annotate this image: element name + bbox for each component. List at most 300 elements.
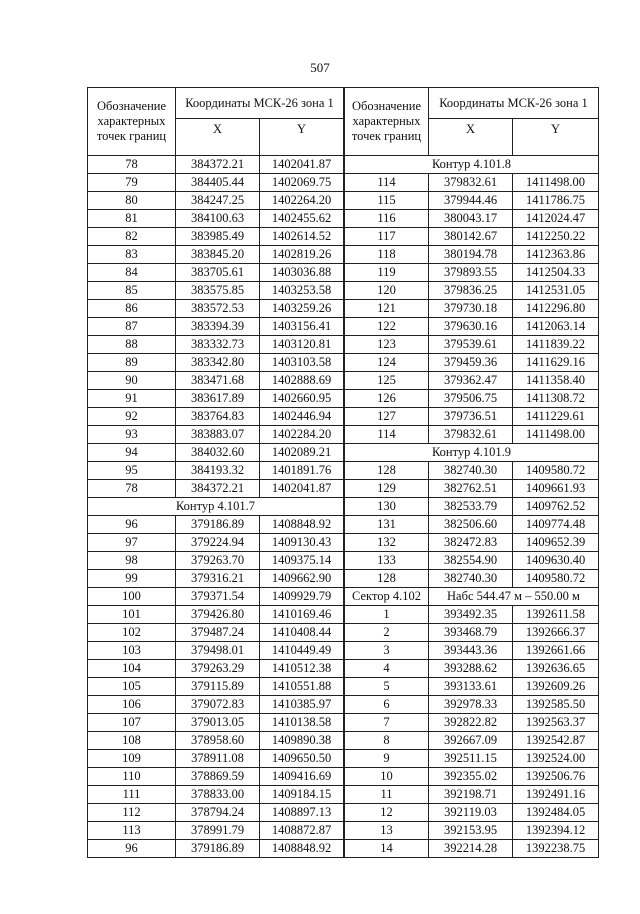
page-number: 507	[310, 60, 330, 75]
x-coordinate-cell: 383985.49	[176, 228, 260, 246]
header-x: X	[429, 119, 513, 156]
y-coordinate-cell: 1392563.37	[513, 714, 599, 732]
point-id-cell: 89	[88, 354, 176, 372]
table-row	[345, 408, 599, 426]
y-coordinate-cell: 1411839.22	[513, 336, 599, 354]
y-coordinate-cell: 1402069.75	[260, 174, 344, 192]
y-coordinate-cell: 1409890.38	[260, 732, 344, 750]
y-coordinate-cell: 1409375.14	[260, 552, 344, 570]
table-row	[345, 624, 599, 642]
x-coordinate-cell: 379630.16	[429, 318, 513, 336]
table-row	[345, 516, 599, 534]
point-id-cell: 96	[88, 516, 176, 534]
table-row	[88, 534, 344, 552]
y-coordinate-cell: 1409774.48	[513, 516, 599, 534]
point-id-cell: 97	[88, 534, 176, 552]
header-y: Y	[260, 119, 344, 156]
x-coordinate-cell: 378794.24	[176, 804, 260, 822]
x-coordinate-cell: 384372.21	[176, 156, 260, 174]
y-coordinate-cell: 1410512.38	[260, 660, 344, 678]
point-id-cell: 101	[88, 606, 176, 624]
table-row	[345, 336, 599, 354]
point-id-cell: 85	[88, 282, 176, 300]
table-row	[345, 426, 599, 444]
point-id-cell: 132	[345, 534, 429, 552]
point-id-cell: 109	[88, 750, 176, 768]
x-coordinate-cell: 393133.61	[429, 678, 513, 696]
point-id-cell: 13	[345, 822, 429, 840]
table-row	[345, 534, 599, 552]
table-row	[345, 786, 599, 804]
y-coordinate-cell: 1402614.52	[260, 228, 344, 246]
y-coordinate-cell: 1411358.40	[513, 372, 599, 390]
x-coordinate-cell: 379730.18	[429, 300, 513, 318]
point-id-cell: 11	[345, 786, 429, 804]
x-coordinate-cell: 382533.79	[429, 498, 513, 516]
y-coordinate-cell: 1392542.87	[513, 732, 599, 750]
table-row	[345, 498, 599, 516]
point-id-cell: 4	[345, 660, 429, 678]
table-row	[345, 606, 599, 624]
x-coordinate-cell: 383394.39	[176, 318, 260, 336]
x-coordinate-cell: 383471.68	[176, 372, 260, 390]
y-coordinate-cell: 1401891.76	[260, 462, 344, 480]
table-row	[88, 624, 344, 642]
y-coordinate-cell: 1409630.40	[513, 552, 599, 570]
x-coordinate-cell: 382762.51	[429, 480, 513, 498]
x-coordinate-cell: 378958.60	[176, 732, 260, 750]
y-coordinate-cell: 1409661.93	[513, 480, 599, 498]
x-coordinate-cell: 392119.03	[429, 804, 513, 822]
x-coordinate-cell: 380142.67	[429, 228, 513, 246]
x-coordinate-cell: 392214.28	[429, 840, 513, 858]
y-coordinate-cell: 1403103.58	[260, 354, 344, 372]
point-id-cell: 120	[345, 282, 429, 300]
table-row	[88, 678, 344, 696]
point-id-cell: 7	[345, 714, 429, 732]
table-row	[88, 588, 344, 606]
y-coordinate-cell: 1392506.76	[513, 768, 599, 786]
y-coordinate-cell: 1403253.58	[260, 282, 344, 300]
point-id-cell: 90	[88, 372, 176, 390]
y-coordinate-cell: 1410385.97	[260, 696, 344, 714]
y-coordinate-cell: 1392585.50	[513, 696, 599, 714]
x-coordinate-cell: 378911.08	[176, 750, 260, 768]
point-id-cell: 82	[88, 228, 176, 246]
y-coordinate-cell: 1411498.00	[513, 426, 599, 444]
section-title: Контур 4.101.9	[345, 444, 599, 462]
table-row	[88, 786, 344, 804]
point-id-cell: 3	[345, 642, 429, 660]
x-coordinate-cell: 379013.05	[176, 714, 260, 732]
x-coordinate-cell: 392355.02	[429, 768, 513, 786]
table-row	[345, 372, 599, 390]
y-coordinate-cell: 1411229.61	[513, 408, 599, 426]
table-row	[88, 408, 344, 426]
table-row	[345, 300, 599, 318]
point-id-cell: 1	[345, 606, 429, 624]
table-row	[88, 282, 344, 300]
y-coordinate-cell: 1412024.47	[513, 210, 599, 228]
x-coordinate-cell: 382740.30	[429, 570, 513, 588]
point-id-cell: 128	[345, 462, 429, 480]
table-row	[345, 678, 599, 696]
y-coordinate-cell: 1408848.92	[260, 840, 344, 858]
table-row	[88, 732, 344, 750]
table-row	[88, 642, 344, 660]
y-coordinate-cell: 1410551.88	[260, 678, 344, 696]
point-id-cell: 114	[345, 426, 429, 444]
x-coordinate-cell: 392511.15	[429, 750, 513, 768]
table-body-right	[345, 156, 599, 858]
x-coordinate-cell: 379944.46	[429, 192, 513, 210]
point-id-cell: 93	[88, 426, 176, 444]
y-coordinate-cell: 1392636.65	[513, 660, 599, 678]
header-x: X	[176, 119, 260, 156]
y-coordinate-cell: 1403156.41	[260, 318, 344, 336]
y-coordinate-cell: 1403120.81	[260, 336, 344, 354]
point-id-cell: 124	[345, 354, 429, 372]
table-row	[88, 444, 344, 462]
x-coordinate-cell: 384193.32	[176, 462, 260, 480]
section-title: Контур 4.101.7	[88, 498, 344, 516]
point-id-cell: 117	[345, 228, 429, 246]
table-body-left	[88, 156, 344, 858]
point-id-cell: 5	[345, 678, 429, 696]
table-row	[88, 822, 344, 840]
y-coordinate-cell: 1402660.95	[260, 390, 344, 408]
table-row	[345, 192, 599, 210]
table-row	[88, 462, 344, 480]
point-id-cell: 125	[345, 372, 429, 390]
table-row	[345, 732, 599, 750]
table-row	[345, 552, 599, 570]
y-coordinate-cell: 1411498.00	[513, 174, 599, 192]
y-coordinate-cell: 1409662.90	[260, 570, 344, 588]
y-coordinate-cell: 1409580.72	[513, 462, 599, 480]
table-row	[88, 228, 344, 246]
x-coordinate-cell: 379426.80	[176, 606, 260, 624]
x-coordinate-cell: 379072.83	[176, 696, 260, 714]
point-id-cell: 128	[345, 570, 429, 588]
x-coordinate-cell: 383575.85	[176, 282, 260, 300]
y-coordinate-cell: 1411629.16	[513, 354, 599, 372]
x-coordinate-cell: 379371.54	[176, 588, 260, 606]
x-coordinate-cell: 383572.53	[176, 300, 260, 318]
y-coordinate-cell: 1409416.69	[260, 768, 344, 786]
header-y: Y	[513, 119, 599, 156]
x-coordinate-cell: 384100.63	[176, 210, 260, 228]
point-id-cell: 8	[345, 732, 429, 750]
y-coordinate-cell: 1392491.16	[513, 786, 599, 804]
table-row	[345, 354, 599, 372]
x-coordinate-cell: 393468.79	[429, 624, 513, 642]
x-coordinate-cell: 379832.61	[429, 426, 513, 444]
point-id-cell: 86	[88, 300, 176, 318]
point-id-cell: 92	[88, 408, 176, 426]
y-coordinate-cell: 1410449.49	[260, 642, 344, 660]
table-row	[88, 804, 344, 822]
point-id-cell: 116	[345, 210, 429, 228]
x-coordinate-cell: 392822.82	[429, 714, 513, 732]
point-id-cell: 79	[88, 174, 176, 192]
table-row	[345, 480, 599, 498]
table-row	[88, 354, 344, 372]
point-id-cell: 81	[88, 210, 176, 228]
x-coordinate-cell: 393492.35	[429, 606, 513, 624]
point-id-cell: 80	[88, 192, 176, 210]
x-coordinate-cell: 384032.60	[176, 444, 260, 462]
x-coordinate-cell: 378991.79	[176, 822, 260, 840]
point-id-cell: 113	[88, 822, 176, 840]
y-coordinate-cell: 1409652.39	[513, 534, 599, 552]
table-row	[88, 264, 344, 282]
point-id-cell: 107	[88, 714, 176, 732]
x-coordinate-cell: 392978.33	[429, 696, 513, 714]
header-point-designation: Обозначение характерных точек границ	[88, 88, 176, 156]
section-row	[345, 444, 599, 462]
table-row	[88, 606, 344, 624]
x-coordinate-cell: 384405.44	[176, 174, 260, 192]
table-row	[345, 228, 599, 246]
table-row	[88, 696, 344, 714]
y-coordinate-cell: 1392238.75	[513, 840, 599, 858]
y-coordinate-cell: 1412363.86	[513, 246, 599, 264]
y-coordinate-cell: 1402041.87	[260, 480, 344, 498]
x-coordinate-cell: 379539.61	[429, 336, 513, 354]
y-coordinate-cell: 1392609.26	[513, 678, 599, 696]
y-coordinate-cell: 1412531.05	[513, 282, 599, 300]
table-row	[345, 822, 599, 840]
table-row	[345, 570, 599, 588]
table-row	[345, 840, 599, 858]
point-id-cell: 118	[345, 246, 429, 264]
y-coordinate-cell: 1410408.44	[260, 624, 344, 642]
point-id-cell: 100	[88, 588, 176, 606]
table-row	[88, 372, 344, 390]
point-id-cell: 130	[345, 498, 429, 516]
point-id-cell: 87	[88, 318, 176, 336]
x-coordinate-cell: 378833.00	[176, 786, 260, 804]
x-coordinate-cell: 380194.78	[429, 246, 513, 264]
point-id-cell: 2	[345, 624, 429, 642]
y-coordinate-cell: 1412250.22	[513, 228, 599, 246]
x-coordinate-cell: 383764.83	[176, 408, 260, 426]
x-coordinate-cell: 379115.89	[176, 678, 260, 696]
table-row	[88, 390, 344, 408]
point-id-cell: 104	[88, 660, 176, 678]
y-coordinate-cell: 1402455.62	[260, 210, 344, 228]
table-row	[345, 660, 599, 678]
point-id-cell: 10	[345, 768, 429, 786]
point-id-cell: 119	[345, 264, 429, 282]
point-id-cell: 106	[88, 696, 176, 714]
point-id-cell: 96	[88, 840, 176, 858]
point-id-cell: 123	[345, 336, 429, 354]
point-id-cell: 14	[345, 840, 429, 858]
point-id-cell: 88	[88, 336, 176, 354]
x-coordinate-cell: 379263.70	[176, 552, 260, 570]
table-row	[88, 714, 344, 732]
point-id-cell: 111	[88, 786, 176, 804]
x-coordinate-cell: 379263.29	[176, 660, 260, 678]
y-coordinate-cell: 1392484.05	[513, 804, 599, 822]
y-coordinate-cell: 1411308.72	[513, 390, 599, 408]
table-row	[88, 480, 344, 498]
table-row	[345, 804, 599, 822]
point-id-cell: 6	[345, 696, 429, 714]
y-coordinate-cell: 1392394.12	[513, 822, 599, 840]
y-coordinate-cell: 1402446.94	[260, 408, 344, 426]
table-row	[88, 516, 344, 534]
y-coordinate-cell: 1409130.43	[260, 534, 344, 552]
table-row	[345, 390, 599, 408]
point-id-cell: 98	[88, 552, 176, 570]
table-row	[88, 156, 344, 174]
point-id-cell: 9	[345, 750, 429, 768]
section-row	[88, 498, 344, 516]
y-coordinate-cell: 1402819.26	[260, 246, 344, 264]
x-coordinate-cell: 379506.75	[429, 390, 513, 408]
x-coordinate-cell: 379836.25	[429, 282, 513, 300]
section-row	[345, 156, 599, 174]
point-id-cell: 121	[345, 300, 429, 318]
y-coordinate-cell: 1402089.21	[260, 444, 344, 462]
table-row	[88, 300, 344, 318]
point-id-cell: 127	[345, 408, 429, 426]
sector-height-range: Набс 544.47 м – 550.00 м	[429, 588, 599, 606]
y-coordinate-cell: 1412063.14	[513, 318, 599, 336]
y-coordinate-cell: 1412504.33	[513, 264, 599, 282]
y-coordinate-cell: 1403036.88	[260, 264, 344, 282]
table-row	[88, 174, 344, 192]
x-coordinate-cell: 383342.80	[176, 354, 260, 372]
x-coordinate-cell: 392198.71	[429, 786, 513, 804]
table-row	[88, 210, 344, 228]
y-coordinate-cell: 1392666.37	[513, 624, 599, 642]
x-coordinate-cell: 393288.62	[429, 660, 513, 678]
point-id-cell: 110	[88, 768, 176, 786]
table-row	[88, 660, 344, 678]
point-id-cell: 115	[345, 192, 429, 210]
point-id-cell: 91	[88, 390, 176, 408]
y-coordinate-cell: 1411786.75	[513, 192, 599, 210]
x-coordinate-cell: 382740.30	[429, 462, 513, 480]
x-coordinate-cell: 383845.20	[176, 246, 260, 264]
table-row	[88, 192, 344, 210]
table-row	[345, 318, 599, 336]
point-id-cell: 129	[345, 480, 429, 498]
point-id-cell: 78	[88, 156, 176, 174]
table-row	[88, 426, 344, 444]
x-coordinate-cell: 392153.95	[429, 822, 513, 840]
point-id-cell: 114	[345, 174, 429, 192]
x-coordinate-cell: 379832.61	[429, 174, 513, 192]
y-coordinate-cell: 1408848.92	[260, 516, 344, 534]
x-coordinate-cell: 383883.07	[176, 426, 260, 444]
y-coordinate-cell: 1410169.46	[260, 606, 344, 624]
table-row	[88, 552, 344, 570]
sector-row	[345, 588, 599, 606]
y-coordinate-cell: 1403259.26	[260, 300, 344, 318]
x-coordinate-cell: 379736.51	[429, 408, 513, 426]
x-coordinate-cell: 382506.60	[429, 516, 513, 534]
section-title: Контур 4.101.8	[345, 156, 599, 174]
y-coordinate-cell: 1409929.79	[260, 588, 344, 606]
x-coordinate-cell: 379186.89	[176, 840, 260, 858]
point-id-cell: 94	[88, 444, 176, 462]
table-row	[345, 210, 599, 228]
table-row	[88, 336, 344, 354]
point-id-cell: 126	[345, 390, 429, 408]
x-coordinate-cell: 393443.36	[429, 642, 513, 660]
y-coordinate-cell: 1409184.15	[260, 786, 344, 804]
point-id-cell: 108	[88, 732, 176, 750]
x-coordinate-cell: 379224.94	[176, 534, 260, 552]
point-id-cell: 131	[345, 516, 429, 534]
point-id-cell: 95	[88, 462, 176, 480]
x-coordinate-cell: 384372.21	[176, 480, 260, 498]
point-id-cell: 105	[88, 678, 176, 696]
header-point-designation: Обозначение характерных точек границ	[345, 88, 429, 156]
y-coordinate-cell: 1412296.80	[513, 300, 599, 318]
y-coordinate-cell: 1392611.58	[513, 606, 599, 624]
table-row	[88, 318, 344, 336]
table-row	[345, 768, 599, 786]
table-row	[345, 174, 599, 192]
x-coordinate-cell: 382472.83	[429, 534, 513, 552]
x-coordinate-cell: 379487.24	[176, 624, 260, 642]
point-id-cell: 78	[88, 480, 176, 498]
x-coordinate-cell: 379459.36	[429, 354, 513, 372]
y-coordinate-cell: 1392524.00	[513, 750, 599, 768]
coordinates-table-left	[87, 87, 344, 858]
y-coordinate-cell: 1402041.87	[260, 156, 344, 174]
table-row	[88, 840, 344, 858]
y-coordinate-cell: 1402284.20	[260, 426, 344, 444]
point-id-cell: 84	[88, 264, 176, 282]
y-coordinate-cell: 1409580.72	[513, 570, 599, 588]
x-coordinate-cell: 379316.21	[176, 570, 260, 588]
y-coordinate-cell: 1408897.13	[260, 804, 344, 822]
table-row	[345, 714, 599, 732]
point-id-cell: 102	[88, 624, 176, 642]
table-row	[345, 246, 599, 264]
table-row	[345, 642, 599, 660]
x-coordinate-cell: 379498.01	[176, 642, 260, 660]
y-coordinate-cell: 1402264.20	[260, 192, 344, 210]
table-row	[345, 750, 599, 768]
point-id-cell: 83	[88, 246, 176, 264]
y-coordinate-cell: 1408872.87	[260, 822, 344, 840]
x-coordinate-cell: 379893.55	[429, 264, 513, 282]
header-coordinate-system: Координаты МСК-26 зона 1	[429, 88, 599, 119]
y-coordinate-cell: 1409762.52	[513, 498, 599, 516]
table-row	[345, 696, 599, 714]
point-id-cell: 133	[345, 552, 429, 570]
table-row	[345, 264, 599, 282]
point-id-cell: 112	[88, 804, 176, 822]
point-id-cell: 99	[88, 570, 176, 588]
x-coordinate-cell: 383617.89	[176, 390, 260, 408]
table-row	[88, 768, 344, 786]
point-id-cell: 12	[345, 804, 429, 822]
table-row	[345, 462, 599, 480]
x-coordinate-cell: 384247.25	[176, 192, 260, 210]
table-row	[88, 246, 344, 264]
y-coordinate-cell: 1402888.69	[260, 372, 344, 390]
table-row	[88, 570, 344, 588]
